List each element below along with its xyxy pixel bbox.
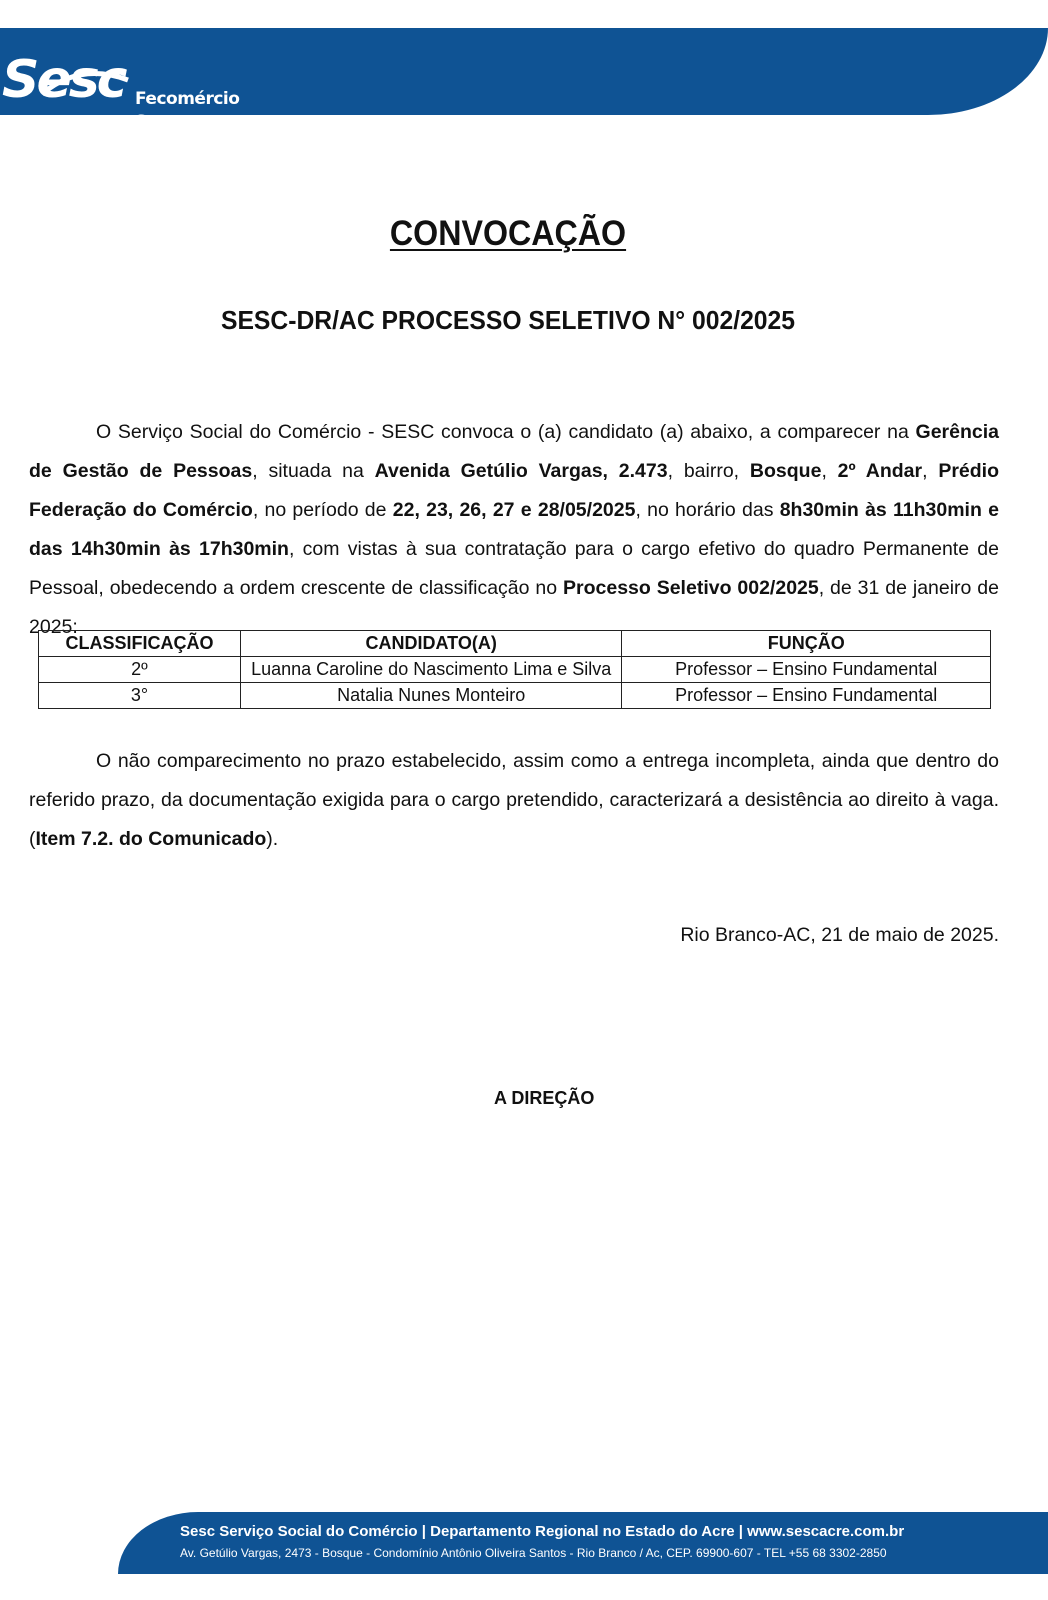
- header-candidate: CANDIDATO(A): [240, 631, 622, 657]
- cell-rank: 3°: [39, 683, 241, 709]
- document-title: CONVOCAÇÃO: [389, 214, 627, 253]
- footer-banner: [118, 1512, 1048, 1574]
- signature: A DIREÇÃO: [494, 1088, 595, 1108]
- cell-rank: 2º: [39, 657, 241, 683]
- notice-paragraph: O não comparecimento no prazo estabelecido, assim como a entrega incompleta, ainda que dentro do referido prazo, da documentação exigida para o cargo pretendido, caracterizará a desistência ao direito à vaga. (Item 7.2. do Comunicado).: [29, 750, 999, 850]
- header-banner: [0, 28, 1048, 132]
- footer-line-1: Sesc Serviço Social do Comércio | Departamento Regional no Estado do Acre | www.sescacre.com.br: [180, 1523, 905, 1540]
- cell-function: Professor – Ensino Fundamental: [622, 657, 991, 683]
- cell-candidate: Natalia Nunes Monteiro: [240, 683, 622, 709]
- intro-paragraph: O Serviço Social do Comércio - SESC convoca o (a) candidato (a) abaixo, a comparecer na Gerência de Gestão de Pessoas, situada na Avenida Getúlio Vargas, 2.473, bairro, Bosque, 2º Andar, Prédio Federação do Comércio, no período de 22, 23, 26, 27 e 28/05/2025, no horário das 8h30min às 11h30min e das 14h30min às 17h30min, com vistas à sua contratação para o cargo efetivo do quadro Permanente de Pessoal, obedecendo a ordem crescente de classificação no Processo Seletivo 002/2025, de 31 de janeiro de 2025:: [29, 421, 1000, 638]
- header-classification: CLASSIFICAÇÃO: [39, 631, 241, 657]
- senac-logo-text: Senac: [135, 112, 190, 132]
- date-line: Rio Branco-AC, 21 de maio de 2025.: [680, 924, 999, 946]
- cell-candidate: Luanna Caroline do Nascimento Lima e Silva: [240, 657, 622, 683]
- candidates-table: [38, 630, 991, 709]
- sesc-logo: Sesc: [2, 50, 125, 110]
- cell-function: Professor – Ensino Fundamental: [622, 683, 991, 709]
- fecomercio-logo-text: Fecomércio: [135, 89, 240, 109]
- document-subtitle: SESC-DR/AC PROCESSO SELETIVO N° 002/2025: [220, 305, 796, 335]
- table-row: [39, 657, 991, 683]
- footer-line-2: Av. Getúlio Vargas, 2473 - Bosque - Condomínio Antônio Oliveira Santos - Rio Branco / Ac, CEP. 69900-607 - TEL +55 68 3302-2850: [180, 1546, 887, 1560]
- table-row: [39, 683, 991, 709]
- header-function: FUNÇÃO: [622, 631, 991, 657]
- table-header-row: [39, 631, 991, 657]
